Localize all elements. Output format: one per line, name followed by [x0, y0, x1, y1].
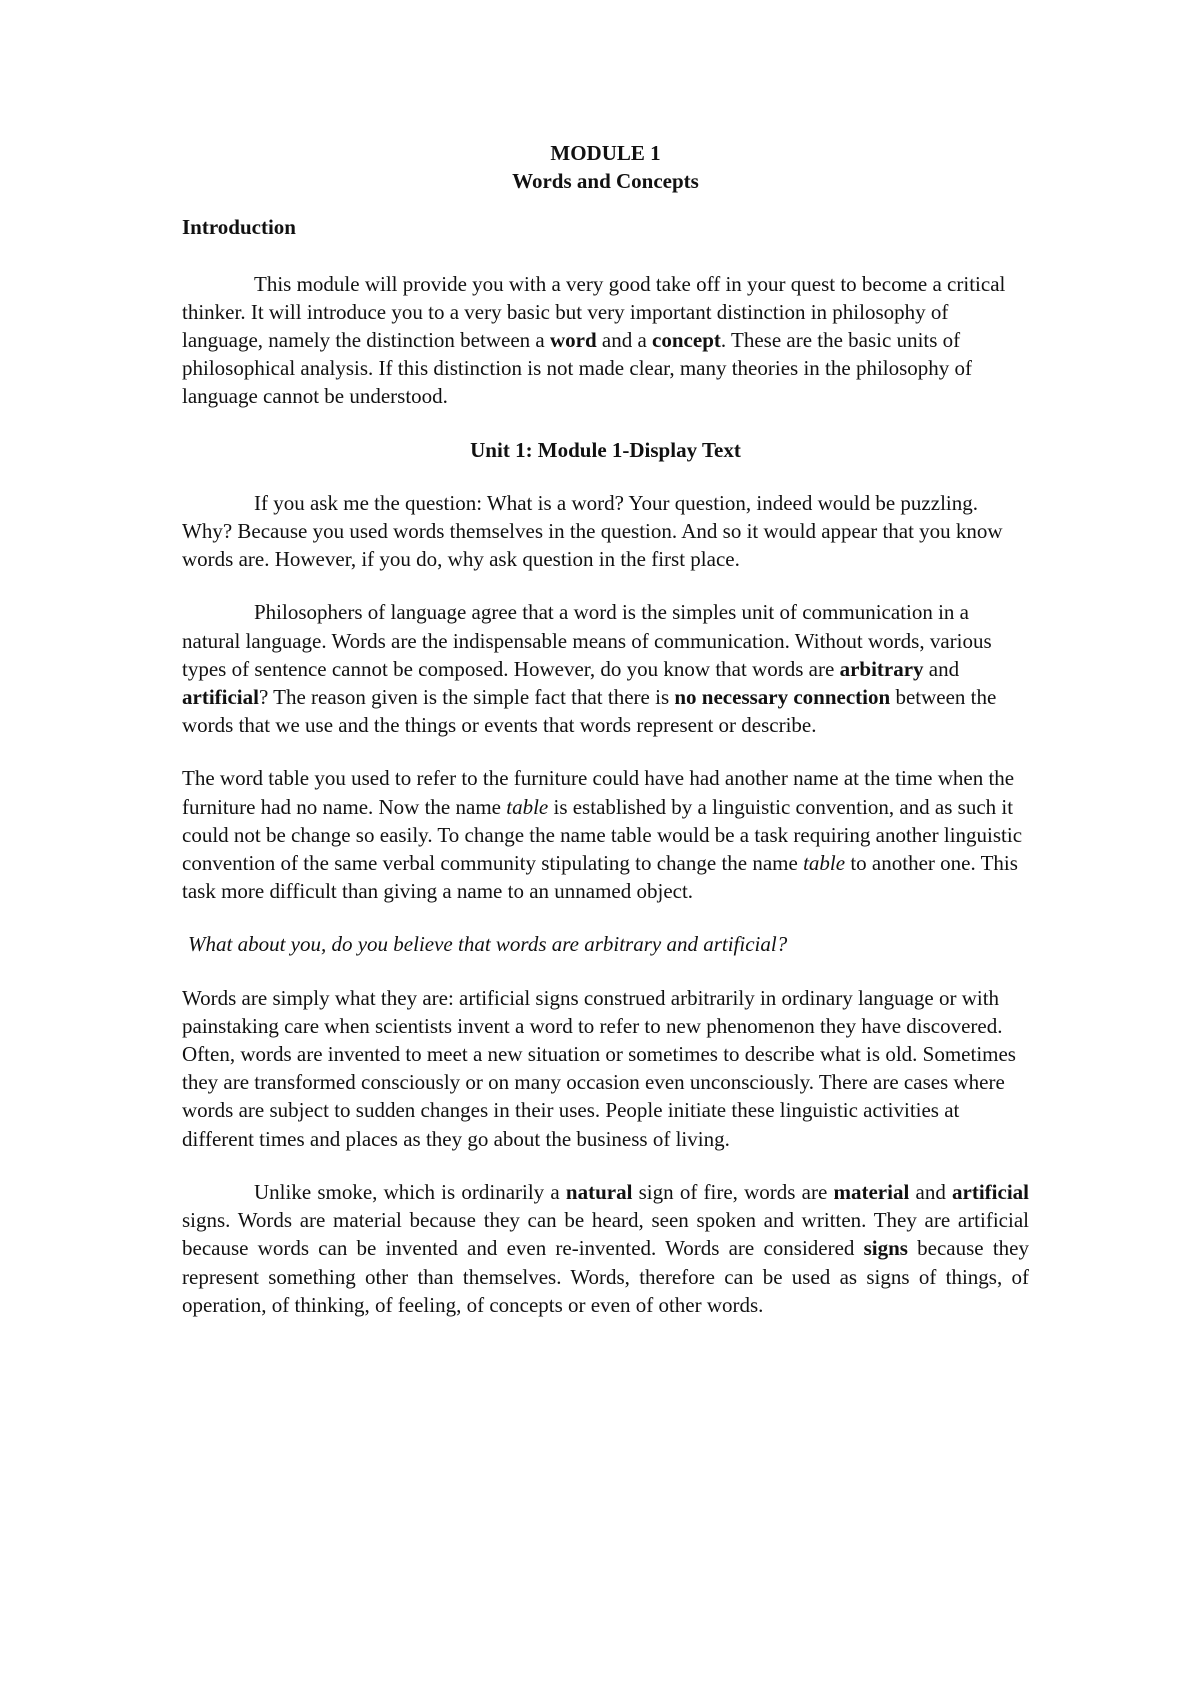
term-natural: natural — [565, 1179, 633, 1204]
p2-text-4: between the words that we use and the things or events that words represent or describe. — [182, 685, 997, 738]
intro-paragraph — [182, 270, 1029, 411]
p3-text-2: is established by a linguistic convention, and as such it could not be change so easily. To change the name table would be a task requiring another linguistic convention of the same verbal community stipulating to change the name — [182, 794, 1023, 876]
intro-text-1: This module will provide you with a very good take off in your quest to become a critical thinker. It will introduce you to a very basic but very important distinction in philosophy of language, namely the distinction between a — [182, 271, 1006, 353]
p2-text-2: and — [923, 656, 960, 681]
module-title: Words and Concepts — [512, 169, 699, 194]
p5-text-2: sign of fire, words are — [632, 1179, 834, 1204]
term-table-2: table — [803, 851, 846, 876]
p3-text-1: The word table you used to refer to the furniture could have had another name at the time when the furniture had no name. Now the name — [182, 766, 1015, 819]
p5-text-5: because they represent something other than themselves. Words, therefore can be used as signs of things, of operation, of thinking, of feeling, of concepts or even of other words. — [182, 1236, 1029, 1317]
term-word: word — [549, 328, 597, 353]
unit-paragraph-3 — [182, 764, 1029, 905]
term-material: material — [833, 1179, 910, 1204]
unit-heading: Unit 1: Module 1-Display Text — [470, 437, 741, 462]
term-table-1: table — [506, 794, 549, 819]
intro-text-3: . These are the basic units of philosophical analysis. If this distinction is not made clear, many theories in the philosophy of language cannot be understood. — [182, 328, 973, 409]
intro-text-2: and a — [596, 328, 653, 353]
term-artificial: artificial — [182, 685, 259, 710]
term-artificial-2: artificial — [952, 1179, 1029, 1204]
p2-text-3: ? The reason given is the simple fact that there is — [258, 685, 675, 710]
module-number: MODULE 1 — [550, 141, 661, 165]
term-arbitrary: arbitrary — [839, 656, 924, 681]
unit-paragraph-4: Words are simply what they are: artificial signs construed arbitrarily in ordinary language or with painstaking care when scientists invent a word to refer to new phenomenon they have discovered. Often, words are invented to meet a new situation or sometimes to describe what is old. Sometimes they are transformed consciously or on many occasion even unconsciously. There are cases where words are subject to sudden changes in their uses. People initiate these linguistic activities at different times and places as they go about the business of living. — [182, 985, 1016, 1151]
p5-text-3: and — [909, 1179, 953, 1204]
introduction-heading: Introduction — [182, 215, 296, 240]
unit-paragraph-1: If you ask me the question: What is a word? Your question, indeed would be puzzling. Why? Because you used words themselves in the question. And so it would appear that you know words are. However, if you do, why ask question in the first place. — [182, 490, 1003, 572]
module-title-block — [182, 139, 1029, 195]
p5-text-1: Unlike smoke, which is ordinarily a — [254, 1179, 566, 1204]
unit-paragraph-5 — [182, 1178, 1029, 1319]
document-body — [182, 139, 1029, 1344]
p5-text-4: signs. Words are material because they can be heard, seen spoken and written. They are artificial because words can be invented and even re-invented. Words are considered — [182, 1208, 1029, 1261]
term-concept: concept — [652, 328, 721, 353]
p2-text-1: Philosophers of language agree that a word is the simples unit of communication in a natural language. Words are the indispensable means of communication. Without words, various types of sentence cannot be composed. However, do you know that words are — [182, 600, 992, 681]
p3-text-3: to another one. This task more difficult than giving a name to an unnamed object. — [182, 851, 1018, 904]
reflection-question: What about you, do you believe that words are arbitrary and artificial? — [188, 932, 788, 957]
term-no-necessary-connection: no necessary connection — [674, 685, 891, 710]
term-signs: signs — [863, 1236, 908, 1261]
unit-paragraph-2 — [182, 598, 1029, 739]
